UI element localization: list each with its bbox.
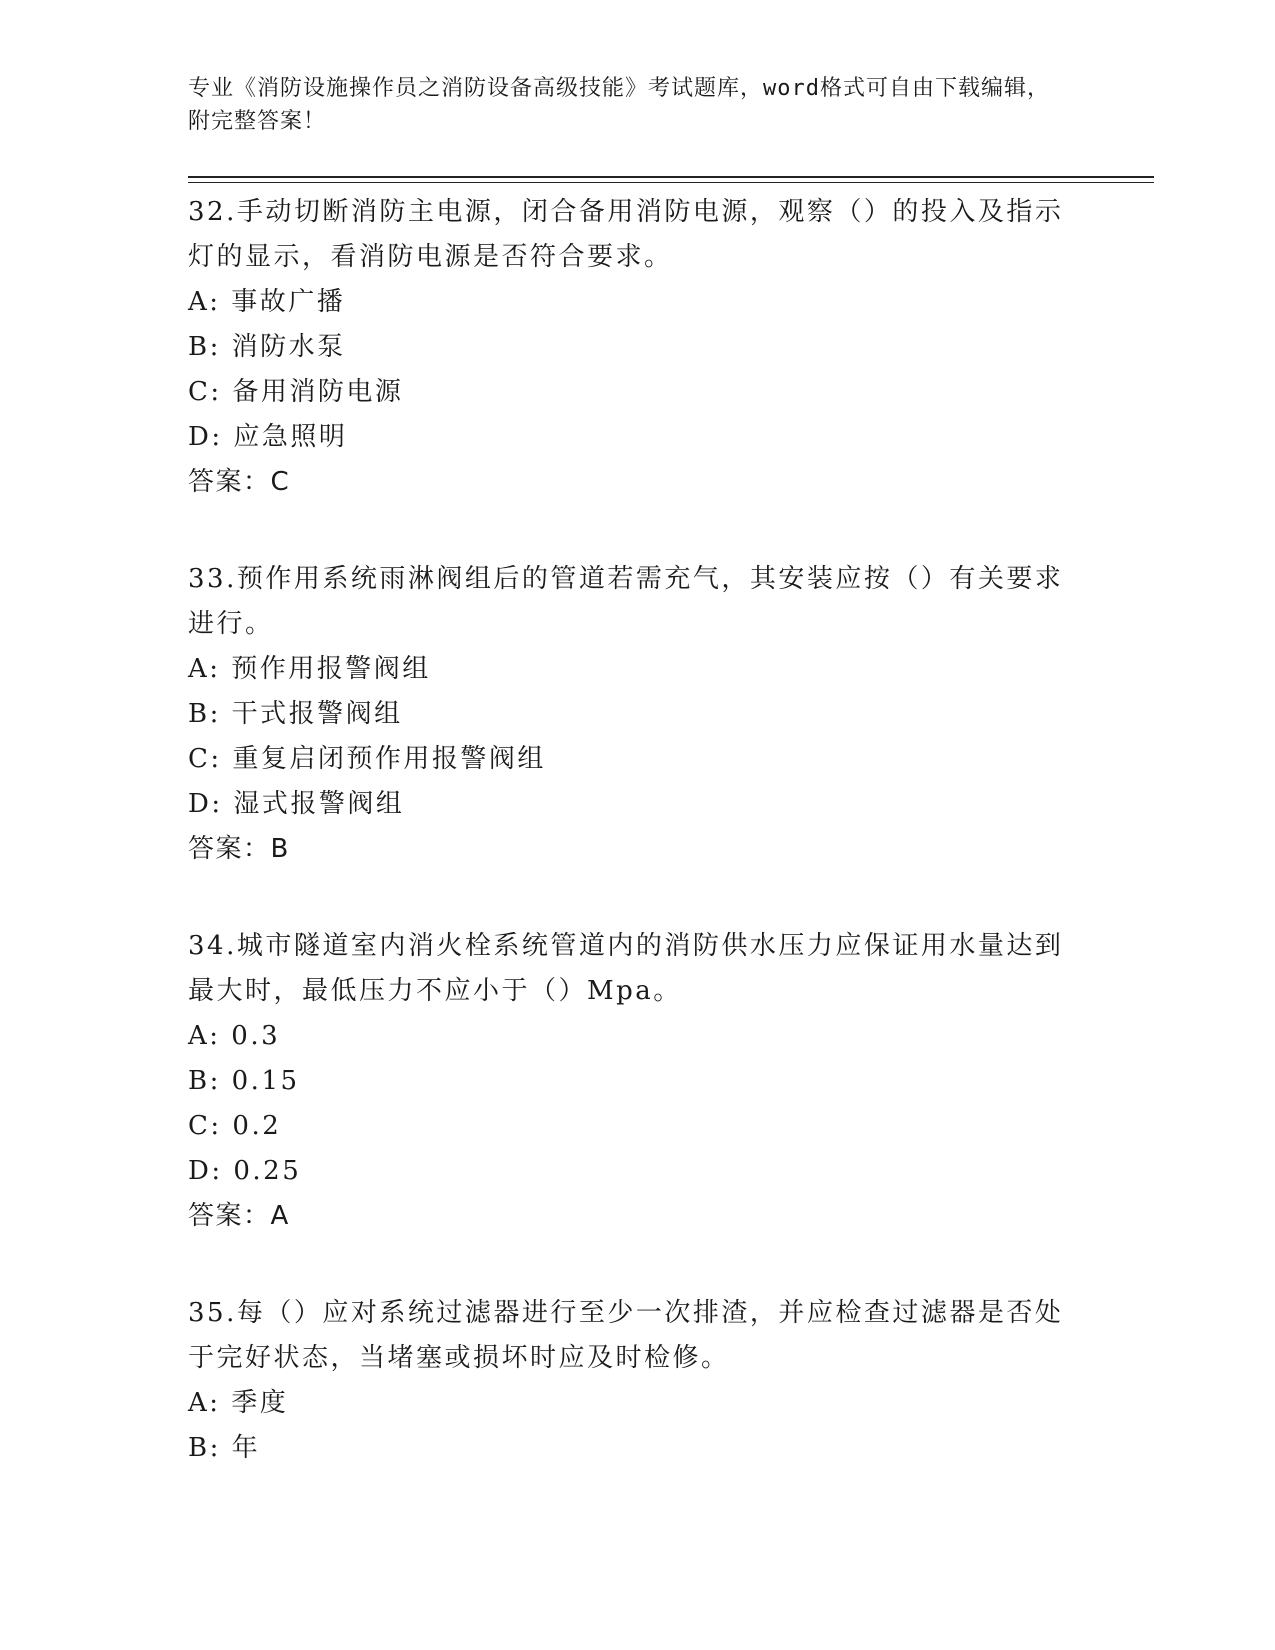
option-d: D: 应急照明 [188,422,348,452]
option-d: D: 0.25 [188,1156,302,1186]
answer-line: 答案：A [188,1201,290,1231]
header-divider-thick [188,176,1154,178]
option-a: A: 0.3 [188,1021,281,1051]
question-stem: 34.城市隧道室内消火栓系统管道内的消防供水压力应保证用水量达到最大时，最低压力不应小于（）Mpa。 [188,931,1064,1006]
option-c: C: 0.2 [188,1111,282,1141]
option-a: A: 事故广播 [188,287,346,317]
question-list [188,190,1088,1523]
question-32 [188,190,1088,505]
question-33 [188,557,1088,872]
option-a: A: 预作用报警阀组 [188,654,431,684]
option-a: A: 季度 [188,1388,289,1418]
option-b: B: 年 [188,1433,261,1463]
option-b: B: 0.15 [188,1066,300,1096]
question-stem: 33.预作用系统雨淋阀组后的管道若需充气，其安装应按（）有关要求进行。 [188,564,1064,639]
option-b: B: 干式报警阀组 [188,699,403,729]
answer-line: 答案：C [188,467,291,497]
question-stem: 32.手动切断消防主电源，闭合备用消防电源，观察（）的投入及指示灯的显示，看消防电源是否符合要求。 [188,197,1064,272]
document-intro: 专业《消防设施操作员之消防设备高级技能》考试题库，word格式可自由下载编辑，附完整答案！ [188,76,1050,134]
question-35 [188,1291,1088,1471]
question-34 [188,924,1088,1239]
header-divider-thin [188,182,1154,183]
option-c: C: 备用消防电源 [188,377,404,407]
answer-line: 答案：B [188,834,290,864]
option-c: C: 重复启闭预作用报警阀组 [188,744,546,774]
option-b: B: 消防水泵 [188,332,346,362]
option-d: D: 湿式报警阀组 [188,789,405,819]
question-stem: 35.每（）应对系统过滤器进行至少一次排渣，并应检查过滤器是否处于完好状态，当堵塞或损坏时应及时检修。 [188,1298,1064,1373]
